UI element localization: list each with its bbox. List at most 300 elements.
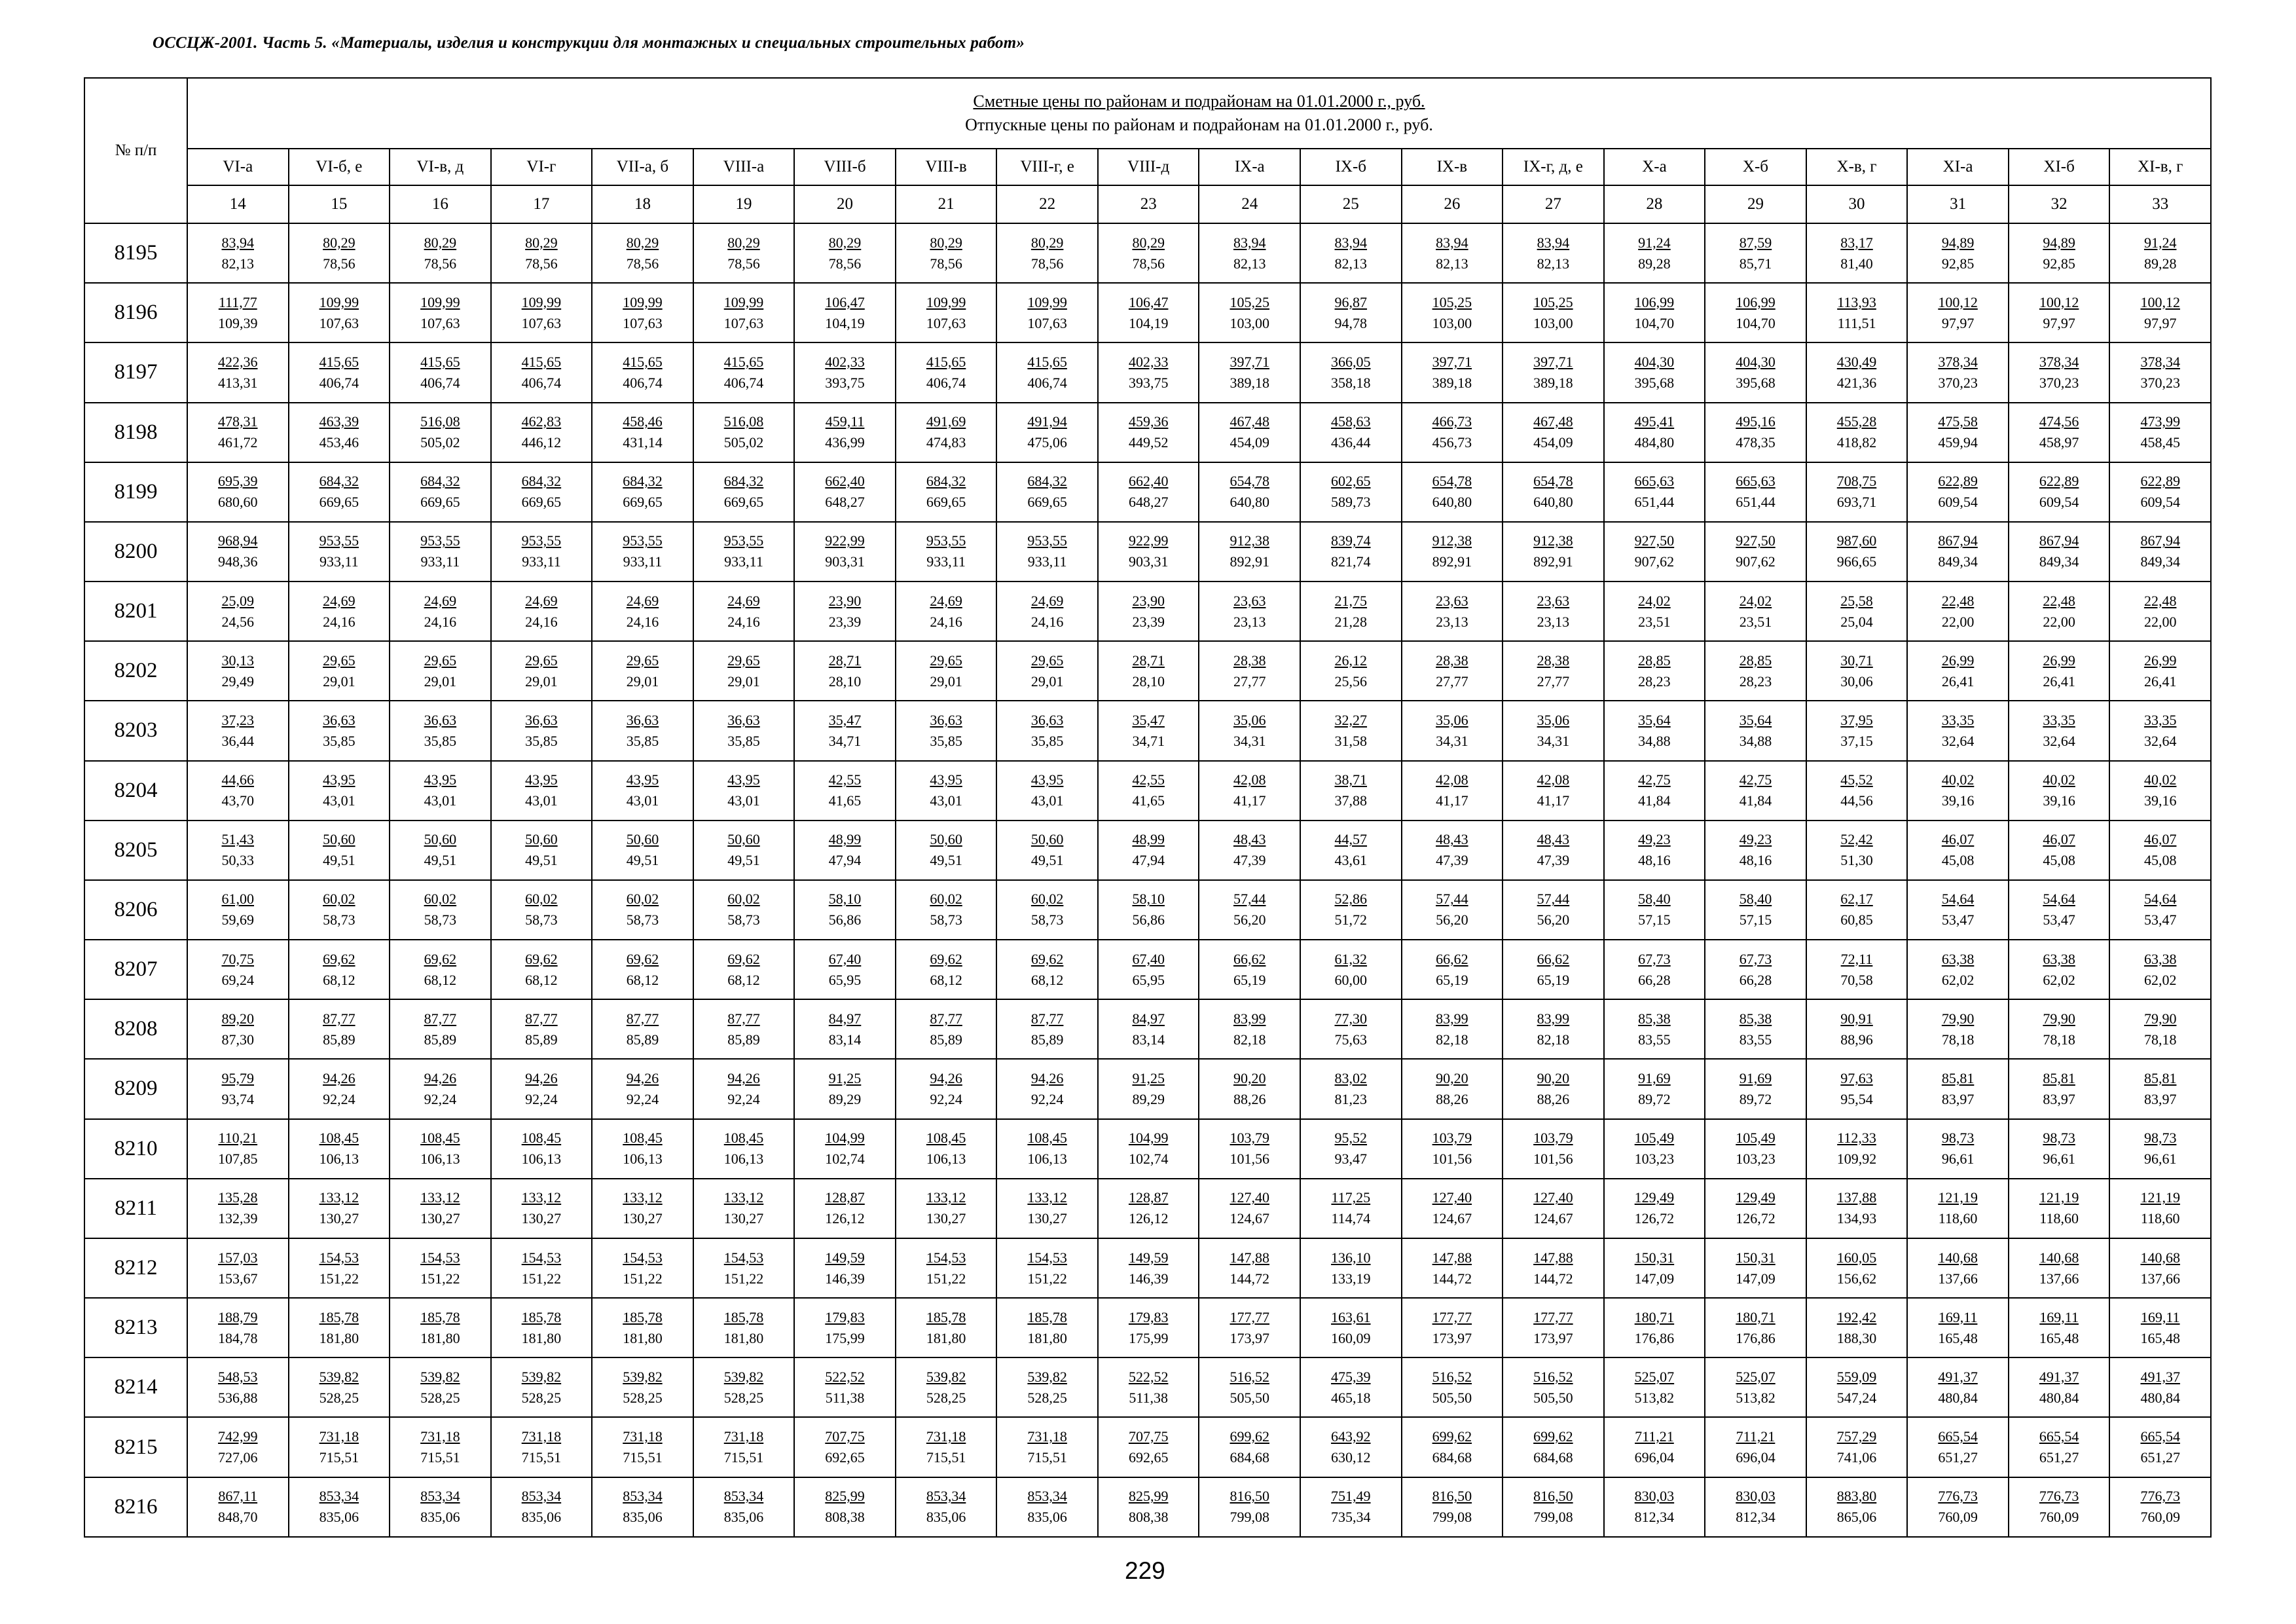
release-price: 111,51 [1837,314,1876,331]
estimated-price: 458,63 [1331,413,1371,430]
release-price: 107,63 [723,314,764,331]
price-cell [1098,880,1199,940]
estimated-price: 48,43 [1436,831,1468,848]
price-cell [1705,761,1806,821]
release-price: 44,56 [1840,792,1873,809]
estimated-price: 731,18 [319,1428,359,1445]
estimated-price: 731,18 [420,1428,460,1445]
estimated-price: 912,38 [1533,532,1573,549]
price-cell [1806,1059,1908,1118]
estimated-price: 87,77 [930,1010,962,1027]
release-price: 28,10 [1132,673,1165,690]
price-cell [390,1298,491,1357]
price-cell [2109,940,2211,999]
release-price: 849,34 [2039,553,2079,570]
release-price: 26,41 [1941,673,1975,690]
estimated-price: 140,68 [1938,1249,1978,1266]
release-price: 58,73 [727,912,760,929]
price-cell [896,522,997,581]
price-cell [1503,223,1604,283]
price-cell [187,403,289,462]
release-price: 82,13 [221,255,255,272]
price-cell [491,701,592,760]
price-cell [390,581,491,641]
release-price: 103,00 [1432,314,1472,331]
price-cell [592,999,693,1059]
release-price: 480,84 [2039,1389,2079,1406]
release-price: 389,18 [1432,374,1472,391]
price-cell [1300,403,1402,462]
estimated-price: 85,81 [2143,1069,2177,1086]
price-cell [1300,1357,1402,1417]
estimated-price: 491,94 [1027,413,1067,430]
release-price: 70,58 [1840,971,1873,988]
region-header: VI-б, е [289,149,390,185]
column-number: 31 [1907,185,2009,223]
estimated-price: 495,16 [1736,413,1776,430]
price-cell [592,761,693,821]
release-price: 51,30 [1840,852,1873,869]
release-price: 669,65 [623,494,663,511]
region-header: IX-а [1199,149,1300,185]
release-price: 389,18 [1230,374,1269,391]
estimated-price: 57,44 [1436,891,1468,908]
price-cell [289,1298,390,1357]
release-price: 83,55 [1638,1031,1671,1048]
estimated-price: 665,63 [1736,473,1776,490]
price-cell [1300,1059,1402,1118]
price-cell [794,821,896,880]
price-cell [1199,522,1300,581]
release-price: 431,14 [623,434,663,451]
price-cell [1907,940,2009,999]
estimated-prices-title: Сметные цены по районам и подрайонам на 01.01.2000 г., руб. [973,92,1425,111]
estimated-price: 35,06 [1233,711,1266,728]
price-cell [1604,522,1705,581]
release-price: 97,97 [2143,314,2177,331]
release-price: 78,56 [323,255,355,272]
release-price: 449,52 [1128,434,1169,451]
price-cell [1705,283,1806,342]
price-cell [1300,1417,1402,1477]
price-cell [1604,761,1705,821]
estimated-price: 177,77 [1432,1308,1472,1325]
release-price: 461,72 [218,434,258,451]
estimated-price: 24,69 [525,592,558,609]
estimated-price: 751,49 [1331,1488,1371,1505]
release-price: 173,97 [1533,1329,1573,1346]
release-price: 107,63 [926,314,966,331]
estimated-price: 61,00 [221,891,255,908]
price-cell [2009,1357,2110,1417]
release-price: 41,17 [1233,792,1266,809]
price-cell [1806,821,1908,880]
price-cell [1705,1417,1806,1477]
release-price: 68,12 [424,971,457,988]
price-cell [1806,403,1908,462]
release-price: 727,06 [218,1449,258,1466]
price-cell [896,283,997,342]
estimated-price: 26,99 [2043,652,2075,669]
release-price: 103,00 [1533,314,1573,331]
estimated-price: 474,56 [2039,413,2079,430]
region-header: XI-а [1907,149,2009,185]
region-header: IX-в [1402,149,1503,185]
price-cell [187,1298,289,1357]
release-price: 454,09 [1230,434,1269,451]
release-price: 35,85 [626,732,659,749]
release-price: 513,82 [1634,1389,1675,1406]
estimated-price: 177,77 [1230,1308,1269,1325]
estimated-price: 62,17 [1840,891,1873,908]
release-price: 56,20 [1436,912,1468,929]
release-price: 505,50 [1432,1389,1472,1406]
release-price: 406,74 [926,374,966,391]
estimated-price: 67,40 [828,950,862,967]
price-cell [794,761,896,821]
price-cell [390,999,491,1059]
estimated-price: 87,77 [1030,1010,1064,1027]
release-price: 78,56 [525,255,558,272]
estimated-price: 87,59 [1739,234,1772,251]
release-prices-title: Отпускные цены по районам и подрайонам на 01.01.2000 г., руб. [965,115,1433,134]
price-cell [289,761,390,821]
price-cell [187,880,289,940]
price-cell [794,1417,896,1477]
column-number: 16 [390,185,491,223]
release-price: 65,19 [1537,971,1570,988]
region-header: VIII-а [693,149,795,185]
release-price: 484,80 [1634,434,1675,451]
price-cell [2009,283,2110,342]
release-price: 35,85 [424,732,457,749]
estimated-price: 60,02 [626,891,659,908]
release-price: 24,16 [323,613,355,630]
region-header: X-в, г [1806,149,1908,185]
price-cell [1705,1238,1806,1298]
price-cell [1907,1179,2009,1238]
price-cell [1907,1477,2009,1537]
estimated-price: 147,88 [1533,1249,1573,1266]
price-cell [2109,761,2211,821]
estimated-price: 516,52 [1533,1368,1573,1385]
price-cell [1402,880,1503,940]
estimated-price: 60,02 [930,891,962,908]
release-price: 106,13 [623,1151,663,1168]
price-cell [289,821,390,880]
price-cell [1503,283,1604,342]
price-cell [693,522,795,581]
release-price: 89,72 [1638,1090,1671,1107]
release-price: 933,11 [926,553,966,570]
price-cell [1907,522,2009,581]
price-cell [390,1119,491,1179]
price-cell [2009,999,2110,1059]
estimated-price: 108,45 [926,1130,966,1147]
estimated-price: 154,53 [623,1249,663,1266]
price-cell [1604,581,1705,641]
price-cell [2109,821,2211,880]
estimated-price: 654,78 [1533,473,1573,490]
estimated-price: 43,95 [1030,771,1064,788]
row-id: 8210 [84,1119,187,1179]
price-cell [896,1298,997,1357]
release-price: 640,80 [1230,494,1269,511]
price-cell [996,1238,1098,1298]
release-price: 669,65 [1027,494,1067,511]
release-price: 53,47 [2043,912,2075,929]
estimated-price: 133,12 [1027,1189,1067,1206]
estimated-price: 104,99 [1128,1130,1169,1147]
release-price: 684,68 [1432,1449,1472,1466]
price-cell [1806,581,1908,641]
estimated-price: 72,11 [1840,950,1873,967]
release-price: 151,22 [1027,1270,1067,1287]
estimated-price: 163,61 [1331,1308,1371,1325]
release-price: 107,63 [319,314,359,331]
estimated-price: 459,11 [825,413,865,430]
table-row [84,1238,2211,1298]
release-price: 29,01 [323,673,355,690]
price-cell [1300,1119,1402,1179]
estimated-price: 28,38 [1436,652,1468,669]
release-price: 609,54 [2140,494,2180,511]
estimated-price: 473,99 [2140,413,2180,430]
release-price: 92,24 [930,1090,962,1107]
estimated-price: 30,71 [1840,652,1873,669]
price-cell [1503,1417,1604,1477]
price-cell [289,641,390,701]
release-price: 92,24 [424,1090,457,1107]
estimated-price: 179,83 [825,1308,865,1325]
price-cell [1705,1179,1806,1238]
estimated-price: 25,09 [221,592,255,609]
price-cell [390,1059,491,1118]
release-price: 65,19 [1436,971,1468,988]
column-number: 26 [1402,185,1503,223]
release-price: 75,63 [1334,1031,1368,1048]
release-price: 96,61 [1941,1151,1975,1168]
release-price: 83,97 [1941,1090,1975,1107]
release-price: 68,12 [930,971,962,988]
release-price: 83,14 [828,1031,862,1048]
estimated-price: 169,11 [2140,1308,2180,1325]
release-price: 88,96 [1840,1031,1873,1048]
price-cell [1300,1298,1402,1357]
row-id: 8204 [84,761,187,821]
price-cell [693,462,795,522]
release-price: 892,91 [1432,553,1472,570]
column-number: 17 [491,185,592,223]
price-cell [996,223,1098,283]
release-price: 176,86 [1634,1329,1675,1346]
release-price: 812,34 [1736,1509,1776,1526]
region-header: VII-а, б [592,149,693,185]
table-row [84,641,2211,701]
estimated-price: 430,49 [1836,353,1877,370]
release-price: 23,39 [828,613,862,630]
price-cell [794,522,896,581]
price-cell [693,1119,795,1179]
price-cell [1907,999,2009,1059]
estimated-price: 29,65 [1030,652,1064,669]
release-price: 147,09 [1736,1270,1776,1287]
region-header: VIII-д [1098,149,1199,185]
release-price: 513,82 [1736,1389,1776,1406]
price-cell [491,342,592,402]
release-price: 370,23 [2039,374,2079,391]
price-cell [896,1417,997,1477]
estimated-price: 192,42 [1836,1308,1877,1325]
estimated-price: 66,62 [1436,950,1468,967]
release-price: 78,56 [727,255,760,272]
estimated-price: 69,62 [727,950,760,967]
estimated-price: 28,38 [1233,652,1266,669]
estimated-price: 731,18 [623,1428,663,1445]
table-row [84,581,2211,641]
price-cell [491,522,592,581]
estimated-price: 109,99 [623,293,663,310]
estimated-price: 24,69 [930,592,962,609]
release-price: 29,49 [221,673,255,690]
estimated-price: 127,40 [1230,1189,1269,1206]
price-cell [289,283,390,342]
estimated-price: 42,55 [828,771,862,788]
table-row [84,223,2211,283]
release-price: 34,88 [1739,732,1772,749]
estimated-price: 491,69 [926,413,966,430]
price-cell [794,1238,896,1298]
estimated-price: 35,64 [1739,711,1772,728]
price-cell [896,701,997,760]
estimated-price: 106,99 [1736,293,1776,310]
release-price: 25,56 [1334,673,1368,690]
release-price: 89,29 [828,1090,862,1107]
price-cell [1806,1357,1908,1417]
estimated-price: 83,17 [1840,234,1873,251]
price-cell [1300,641,1402,701]
price-cell [1806,999,1908,1059]
estimated-price: 25,58 [1840,592,1873,609]
release-price: 25,04 [1840,613,1873,630]
estimated-price: 58,40 [1638,891,1671,908]
price-cell [2109,223,2211,283]
price-cell [1503,701,1604,760]
release-price: 151,22 [623,1270,663,1287]
estimated-price: 42,08 [1233,771,1266,788]
price-cell [592,283,693,342]
estimated-price: 109,99 [521,293,562,310]
estimated-price: 80,29 [930,234,962,251]
price-cell [390,342,491,402]
estimated-price: 80,29 [626,234,659,251]
price-cell [289,999,390,1059]
release-price: 22,00 [2143,613,2177,630]
price-cell [1300,223,1402,283]
price-cell [592,342,693,402]
release-price: 413,31 [218,374,258,391]
price-cell [1199,1477,1300,1537]
estimated-price: 109,99 [926,293,966,310]
release-price: 27,77 [1233,673,1266,690]
estimated-price: 91,24 [2143,234,2177,251]
release-price: 184,78 [218,1329,258,1346]
release-price: 32,64 [2043,732,2075,749]
release-price: 144,72 [1432,1270,1472,1287]
estimated-price: 23,63 [1537,592,1570,609]
price-cell [794,940,896,999]
price-cell [996,821,1098,880]
release-price: 156,62 [1836,1270,1877,1287]
estimated-price: 415,65 [926,353,966,370]
estimated-price: 133,12 [623,1189,663,1206]
price-cell [2009,522,2110,581]
release-price: 88,26 [1436,1090,1468,1107]
estimated-price: 912,38 [1230,532,1269,549]
release-price: 160,09 [1331,1329,1371,1346]
estimated-price: 66,62 [1537,950,1570,967]
estimated-price: 63,38 [2043,950,2075,967]
release-price: 58,73 [424,912,457,929]
release-price: 82,13 [1233,255,1266,272]
release-price: 34,88 [1638,732,1671,749]
release-price: 181,80 [319,1329,359,1346]
release-price: 547,24 [1836,1389,1877,1406]
estimated-price: 26,99 [2143,652,2177,669]
release-price: 609,54 [1938,494,1978,511]
price-cell [2109,701,2211,760]
price-cell [2109,1179,2211,1238]
price-cell [1907,1238,2009,1298]
price-cell [1604,1238,1705,1298]
release-price: 94,78 [1334,314,1368,331]
estimated-price: 36,63 [323,711,355,728]
release-price: 696,04 [1736,1449,1776,1466]
release-price: 34,31 [1436,732,1468,749]
release-price: 132,39 [218,1210,258,1227]
estimated-price: 108,45 [1027,1130,1067,1147]
estimated-price: 830,03 [1736,1488,1776,1505]
table-row [84,342,2211,402]
price-cell [187,1417,289,1477]
price-cell [592,1417,693,1477]
estimated-price: 684,32 [420,473,460,490]
estimated-price: 96,87 [1334,293,1368,310]
release-price: 648,27 [825,494,865,511]
release-price: 24,16 [930,613,962,630]
release-price: 78,18 [2143,1031,2177,1048]
price-cell [592,701,693,760]
price-cell [187,641,289,701]
release-price: 370,23 [2140,374,2180,391]
price-cell [1907,880,2009,940]
release-price: 358,18 [1331,374,1371,391]
release-price: 56,86 [1132,912,1165,929]
price-cell [1907,581,2009,641]
estimated-price: 60,02 [424,891,457,908]
region-header: IX-б [1300,149,1402,185]
price-cell [1907,342,2009,402]
release-price: 57,15 [1739,912,1772,929]
estimated-price: 42,75 [1638,771,1671,788]
estimated-price: 36,63 [626,711,659,728]
release-price: 151,22 [926,1270,966,1287]
estimated-price: 49,23 [1739,831,1772,848]
price-cell [187,821,289,880]
release-price: 406,74 [319,374,359,391]
price-cell [2009,1179,2110,1238]
release-price: 56,20 [1537,912,1570,929]
